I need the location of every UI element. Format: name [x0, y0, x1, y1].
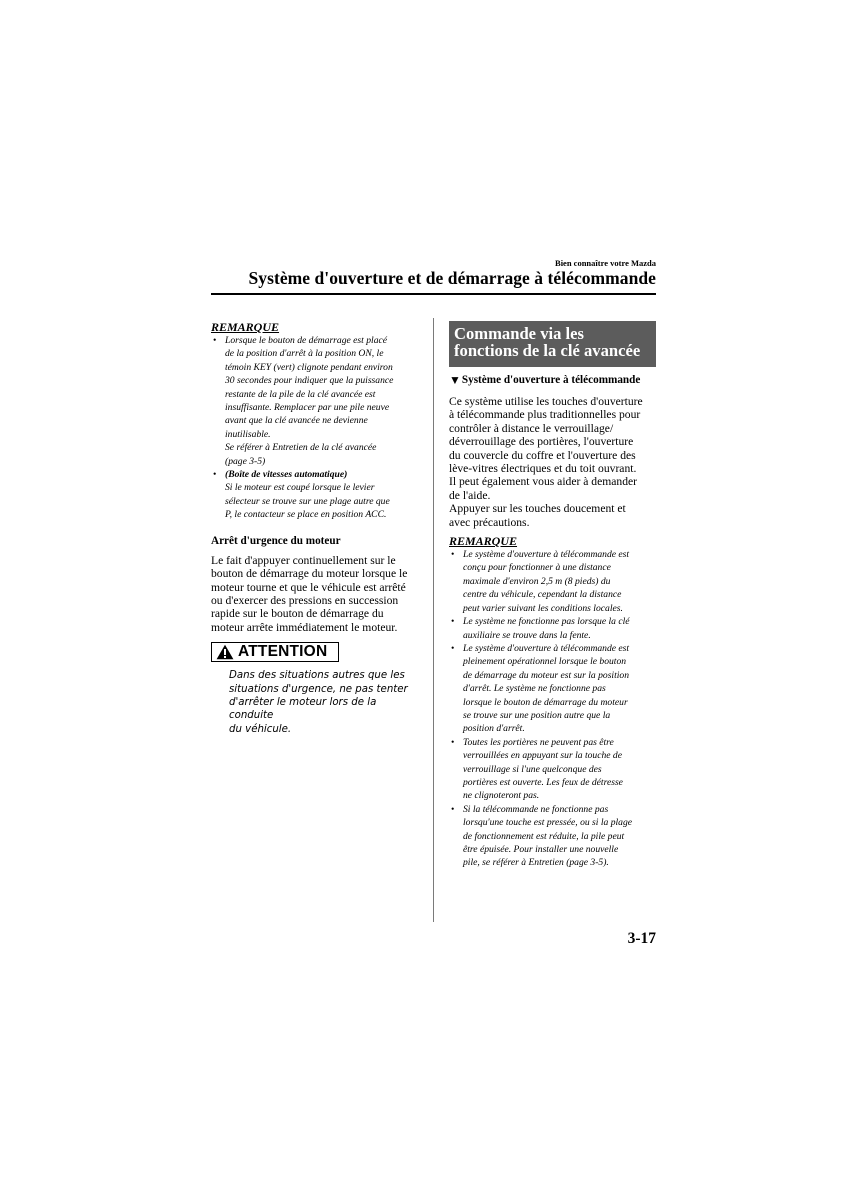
note-item: [211, 334, 419, 468]
note-line: inutilisable.: [225, 428, 271, 440]
note-item: [211, 468, 419, 522]
paragraph-line: Appuyer sur les touches doucement et: [449, 502, 626, 516]
keyless-paragraph: [449, 395, 657, 529]
note-item: [449, 736, 657, 803]
feature-title-line: fonctions de la clé avancée: [454, 341, 641, 360]
bullet-icon: •: [451, 642, 455, 654]
note-line: position d'arrêt.: [463, 723, 525, 735]
paragraph-line: ou d'exercer des pressions en succession: [211, 593, 399, 607]
note-line: portières est ouverte. Les feux de détresse: [463, 776, 623, 788]
note-line: 30 secondes pour indiquer que la puissance: [225, 375, 394, 387]
note-line: maximale d'environ 2,5 m (8 pieds) du: [463, 575, 611, 587]
bullet-icon: •: [451, 549, 455, 561]
emergency-heading: Arrêt d'urgence du moteur: [211, 534, 341, 547]
note-line: lorsqu'une touche est pressée, ou si la plage: [463, 817, 633, 829]
paragraph-line: de l'aide.: [449, 488, 491, 502]
attention-line: du véhicule.: [229, 723, 292, 735]
transmission-label: (Boîte de vitesses automatique): [225, 469, 348, 481]
paragraph-line: avec précautions.: [449, 515, 530, 529]
note-line: sélecteur se trouve sur une plage autre que: [225, 495, 390, 507]
note-line: insuffisante. Remplacer par une pile neuve: [225, 402, 390, 414]
note-line: Si le moteur est coupé lorsque le levier: [225, 482, 375, 494]
paragraph-line: moteur tourne et que le véhicule est arrêté: [211, 580, 406, 594]
note-line: se trouve sur une position autre que la: [463, 709, 611, 721]
note-line: verrouillage si l'une quelconque des: [463, 763, 602, 775]
triangle-down-icon: ▼: [449, 373, 461, 387]
emergency-paragraph: [211, 554, 419, 634]
note-item: [449, 548, 657, 615]
note-line: Lorsque le bouton de démarrage est placé: [225, 335, 388, 346]
attention-badge: [211, 642, 339, 662]
note-line: avant que la clé avancée ne devienne: [225, 415, 368, 427]
column-divider: [433, 318, 434, 922]
note-line: Le système d'ouverture à télécommande est: [463, 642, 630, 654]
attention-label: ATTENTION: [238, 643, 328, 661]
paragraph-line: Ce système utilise les touches d'ouverture: [449, 395, 643, 408]
bullet-icon: •: [451, 736, 455, 748]
note-line: auxiliaire se trouve dans la fente.: [463, 629, 591, 641]
paragraph-line: lève-vitres électriques et du toit ouvrant.: [449, 462, 637, 476]
note-line: de fonctionnement est réduite, la pile peut: [463, 830, 625, 842]
note-list: [449, 548, 657, 870]
warning-icon: [216, 644, 234, 660]
note-line: restante de la pile de la clé avancée est: [225, 388, 376, 400]
paragraph-line: rapide sur le bouton de démarrage du: [211, 607, 384, 621]
page-title: Système d'ouverture et de démarrage à télécommande: [248, 268, 656, 288]
note-line: pile, se référer à Entretien (page 3-5).: [463, 857, 609, 869]
note-line: d'arrêt. Le système ne fonctionne pas: [463, 683, 606, 695]
note-line: verrouillées en appuyant sur la touche de: [463, 750, 622, 762]
attention-line: situations d'urgence, ne pas tenter: [229, 683, 408, 695]
note-line: lorsque le bouton de démarrage du moteur: [463, 696, 628, 708]
note-line: peut varier suivant les conditions locales.: [463, 602, 623, 614]
bullet-icon: •: [213, 469, 217, 481]
bullet-icon: •: [451, 803, 455, 815]
bullet-icon: •: [213, 335, 217, 346]
note-line: (page 3-5): [225, 455, 266, 467]
paragraph-line: Il peut également vous aider à demander: [449, 475, 637, 489]
attention-line: Dans des situations autres que les: [229, 670, 405, 682]
note-line: être épuisée. Pour installer une nouvelle: [463, 844, 619, 855]
note-line: Se référer à Entretien de la clé avancée: [225, 442, 377, 454]
paragraph-line: moteur arrête immédiatement le moteur.: [211, 620, 398, 634]
paragraph-line: bouton de démarrage du moteur lorsque le: [211, 567, 408, 581]
note-line: de la position d'arrêt à la position ON, le: [225, 348, 384, 360]
subheading-label: Système d'ouverture à télécommande: [461, 374, 641, 386]
heading-rule: [211, 293, 656, 295]
attention-line: d'arrêter le moteur lors de la conduite: [229, 696, 377, 722]
paragraph-line: déverrouillage des portières, l'ouverture: [449, 435, 634, 449]
note-title: REMARQUE: [211, 320, 280, 334]
paragraph-line: Le fait d'appuyer continuellement sur le: [211, 553, 396, 567]
note-line: Le système d'ouverture à télécommande est: [463, 549, 630, 561]
note-item: [449, 803, 657, 870]
note-list: [211, 334, 419, 522]
paragraph-line: contrôler à distance le verrouillage/: [449, 421, 614, 435]
note-line: pleinement opérationnel lorsque le bouton: [463, 656, 627, 668]
note-title: REMARQUE: [449, 534, 518, 549]
note-line: ne clignoteront pas.: [463, 790, 540, 802]
right-column: [449, 321, 657, 870]
attention-text: [229, 669, 419, 736]
note-item: [449, 615, 657, 642]
page-number: 3-17: [627, 930, 656, 947]
note-line: centre du véhicule, cependant la distance: [463, 589, 622, 601]
feature-title-line: Commande via les: [454, 324, 584, 343]
left-column: [211, 320, 419, 736]
feature-header: [449, 321, 656, 367]
note-line: Si la télécommande ne fonctionne pas: [463, 803, 609, 815]
paragraph-line: à télécommande plus traditionnelles pour: [449, 408, 641, 422]
note-line: P, le contacteur se place en position ACC.: [225, 509, 387, 521]
note-item: [449, 642, 657, 736]
keyless-subheading: [449, 373, 657, 387]
note-line: conçu pour fonctionner à une distance: [463, 562, 611, 574]
note-line: Toutes les portières ne peuvent pas être: [463, 736, 614, 748]
bullet-icon: •: [451, 616, 455, 628]
note-line: Le système ne fonctionne pas lorsque la clé: [463, 616, 630, 628]
section-label: Bien connaître votre Mazda: [555, 258, 656, 268]
paragraph-line: du couvercle du coffre et l'ouverture des: [449, 448, 636, 462]
note-line: de démarrage du moteur est sur la position: [463, 669, 630, 681]
note-line: témoin KEY (vert) clignote pendant environ: [225, 361, 393, 373]
